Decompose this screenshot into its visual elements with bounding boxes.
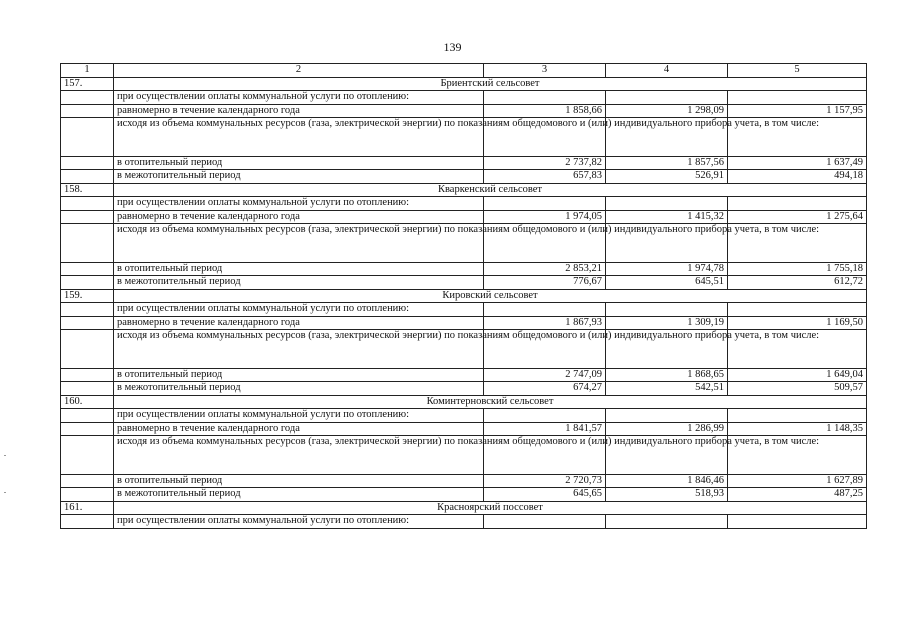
- row-number: 158.: [61, 183, 114, 197]
- uniform-value-col5: 1 169,50: [728, 316, 867, 330]
- heating-label: в отопительный период: [114, 156, 484, 170]
- empty-cell: [61, 316, 114, 330]
- empty-cell: [606, 409, 728, 423]
- empty-cell: [61, 210, 114, 224]
- empty-cell: [61, 276, 114, 290]
- heating-value-col3: 2 720,73: [484, 474, 606, 488]
- uniform-row: [61, 104, 867, 118]
- empty-cell: [61, 422, 114, 436]
- meter-description: исходя из объема коммунальных ресурсов (газа, электрической энергии) по показаниям общедомового и (или) индивидуального прибора учета, в том числе:: [114, 224, 484, 263]
- empty-cell: [484, 197, 606, 211]
- empty-cell: [61, 330, 114, 369]
- intro-row: [61, 515, 867, 529]
- empty-cell: [61, 368, 114, 382]
- uniform-value-col5: 1 275,64: [728, 210, 867, 224]
- empty-cell: [728, 515, 867, 529]
- row-number: 159.: [61, 289, 114, 303]
- row-number: 161.: [61, 501, 114, 515]
- uniform-row: [61, 316, 867, 330]
- payment-intro: при осуществлении оплаты коммунальной услуги по отоплению:: [114, 197, 484, 211]
- empty-cell: [61, 91, 114, 105]
- uniform-label: равномерно в течение календарного года: [114, 422, 484, 436]
- payment-intro: при осуществлении оплаты коммунальной услуги по отоплению:: [114, 91, 484, 105]
- uniform-value-col3: 1 974,05: [484, 210, 606, 224]
- empty-cell: [484, 91, 606, 105]
- heating-label: в отопительный период: [114, 474, 484, 488]
- heating-value-col4: 1 846,46: [606, 474, 728, 488]
- offseason-value-col3: 776,67: [484, 276, 606, 290]
- intro-row: [61, 409, 867, 423]
- uniform-value-col4: 1 415,32: [606, 210, 728, 224]
- tariff-table: [60, 63, 867, 529]
- heating-value-col5: 1 627,89: [728, 474, 867, 488]
- meter-description: исходя из объема коммунальных ресурсов (газа, электрической энергии) по показаниям общедомового и (или) индивидуального прибора учета, в том числе:: [114, 436, 484, 475]
- meter-row: [61, 118, 867, 157]
- heating-value-col3: 2 747,09: [484, 368, 606, 382]
- meter-row: [61, 330, 867, 369]
- intro-row: [61, 197, 867, 211]
- heating-value-col4: 1 868,65: [606, 368, 728, 382]
- offseason-value-col3: 674,27: [484, 382, 606, 396]
- uniform-value-col4: 1 309,19: [606, 316, 728, 330]
- heating-value-col5: 1 649,04: [728, 368, 867, 382]
- empty-cell: [61, 436, 114, 475]
- meter-description: исходя из объема коммунальных ресурсов (газа, электрической энергии) по показаниям общедомового и (или) индивидуального прибора учета, в том числе:: [114, 118, 484, 157]
- offseason-label: в межотопительный период: [114, 382, 484, 396]
- empty-cell: [728, 409, 867, 423]
- offseason-value-col4: 526,91: [606, 170, 728, 184]
- empty-cell: [61, 156, 114, 170]
- settlement-row: [61, 183, 867, 197]
- empty-cell: [606, 303, 728, 317]
- uniform-value-col4: 1 298,09: [606, 104, 728, 118]
- offseason-value-col5: 509,57: [728, 382, 867, 396]
- settlement-name: Бриентский сельсовет: [114, 77, 867, 91]
- empty-cell: [61, 118, 114, 157]
- intro-row: [61, 303, 867, 317]
- offseason-value-col3: 657,83: [484, 170, 606, 184]
- meter-row: [61, 436, 867, 475]
- offseason-value-col4: 518,93: [606, 488, 728, 502]
- settlement-row: [61, 395, 867, 409]
- empty-cell: [61, 262, 114, 276]
- uniform-label: равномерно в течение календарного года: [114, 210, 484, 224]
- empty-cell: [61, 382, 114, 396]
- settlement-name: Коминтерновский сельсовет: [114, 395, 867, 409]
- heating-value-col5: 1 637,49: [728, 156, 867, 170]
- row-number: 160.: [61, 395, 114, 409]
- offseason-row: [61, 382, 867, 396]
- empty-cell: [61, 104, 114, 118]
- empty-cell: [606, 515, 728, 529]
- page-number: 139: [443, 40, 462, 54]
- heating-row: [61, 262, 867, 276]
- settlement-name: Красноярский поссовет: [114, 501, 867, 515]
- offseason-row: [61, 170, 867, 184]
- heating-value-col3: 2 737,82: [484, 156, 606, 170]
- uniform-value-col3: 1 841,57: [484, 422, 606, 436]
- offseason-value-col4: 645,51: [606, 276, 728, 290]
- uniform-label: равномерно в течение календарного года: [114, 316, 484, 330]
- header-cell-3: 3: [484, 64, 606, 78]
- offseason-value-col4: 542,51: [606, 382, 728, 396]
- offseason-label: в межотопительный период: [114, 170, 484, 184]
- empty-cell: [61, 409, 114, 423]
- header-cell-1: 1: [61, 64, 114, 78]
- settlement-row: [61, 289, 867, 303]
- settlement-row: [61, 501, 867, 515]
- settlement-name: Кировский сельсовет: [114, 289, 867, 303]
- settlement-row: [61, 77, 867, 91]
- uniform-row: [61, 210, 867, 224]
- uniform-value-col5: 1 148,35: [728, 422, 867, 436]
- heating-label: в отопительный период: [114, 368, 484, 382]
- uniform-value-col3: 1 867,93: [484, 316, 606, 330]
- empty-cell: [484, 303, 606, 317]
- uniform-label: равномерно в течение календарного года: [114, 104, 484, 118]
- empty-cell: [606, 91, 728, 105]
- heating-row: [61, 156, 867, 170]
- offseason-value-col5: 494,18: [728, 170, 867, 184]
- uniform-value-col4: 1 286,99: [606, 422, 728, 436]
- payment-intro: при осуществлении оплаты коммунальной услуги по отоплению:: [114, 409, 484, 423]
- header-cell-5: 5: [728, 64, 867, 78]
- margin-mark: [4, 455, 6, 456]
- offseason-value-col3: 645,65: [484, 488, 606, 502]
- empty-cell: [61, 224, 114, 263]
- empty-cell: [484, 515, 606, 529]
- heating-row: [61, 474, 867, 488]
- offseason-row: [61, 488, 867, 502]
- empty-cell: [61, 170, 114, 184]
- payment-intro: при осуществлении оплаты коммунальной услуги по отоплению:: [114, 515, 484, 529]
- header-cell-2: 2: [114, 64, 484, 78]
- empty-cell: [728, 303, 867, 317]
- offseason-value-col5: 612,72: [728, 276, 867, 290]
- heating-row: [61, 368, 867, 382]
- heating-label: в отопительный период: [114, 262, 484, 276]
- header-cell-4: 4: [606, 64, 728, 78]
- uniform-row: [61, 422, 867, 436]
- empty-cell: [61, 488, 114, 502]
- header-row: [61, 64, 867, 78]
- empty-cell: [484, 409, 606, 423]
- heating-value-col3: 2 853,21: [484, 262, 606, 276]
- offseason-value-col5: 487,25: [728, 488, 867, 502]
- offseason-row: [61, 276, 867, 290]
- heating-value-col4: 1 857,56: [606, 156, 728, 170]
- heating-value-col4: 1 974,78: [606, 262, 728, 276]
- row-number: 157.: [61, 77, 114, 91]
- empty-cell: [728, 91, 867, 105]
- heating-value-col5: 1 755,18: [728, 262, 867, 276]
- uniform-value-col3: 1 858,66: [484, 104, 606, 118]
- empty-cell: [61, 474, 114, 488]
- empty-cell: [61, 197, 114, 211]
- offseason-label: в межотопительный период: [114, 488, 484, 502]
- meter-description: исходя из объема коммунальных ресурсов (газа, электрической энергии) по показаниям общедомового и (или) индивидуального прибора учета, в том числе:: [114, 330, 484, 369]
- intro-row: [61, 91, 867, 105]
- empty-cell: [61, 303, 114, 317]
- settlement-name: Кваркенский сельсовет: [114, 183, 867, 197]
- margin-mark: [4, 492, 6, 493]
- uniform-value-col5: 1 157,95: [728, 104, 867, 118]
- empty-cell: [61, 515, 114, 529]
- empty-cell: [606, 197, 728, 211]
- empty-cell: [728, 197, 867, 211]
- offseason-label: в межотопительный период: [114, 276, 484, 290]
- payment-intro: при осуществлении оплаты коммунальной услуги по отоплению:: [114, 303, 484, 317]
- meter-row: [61, 224, 867, 263]
